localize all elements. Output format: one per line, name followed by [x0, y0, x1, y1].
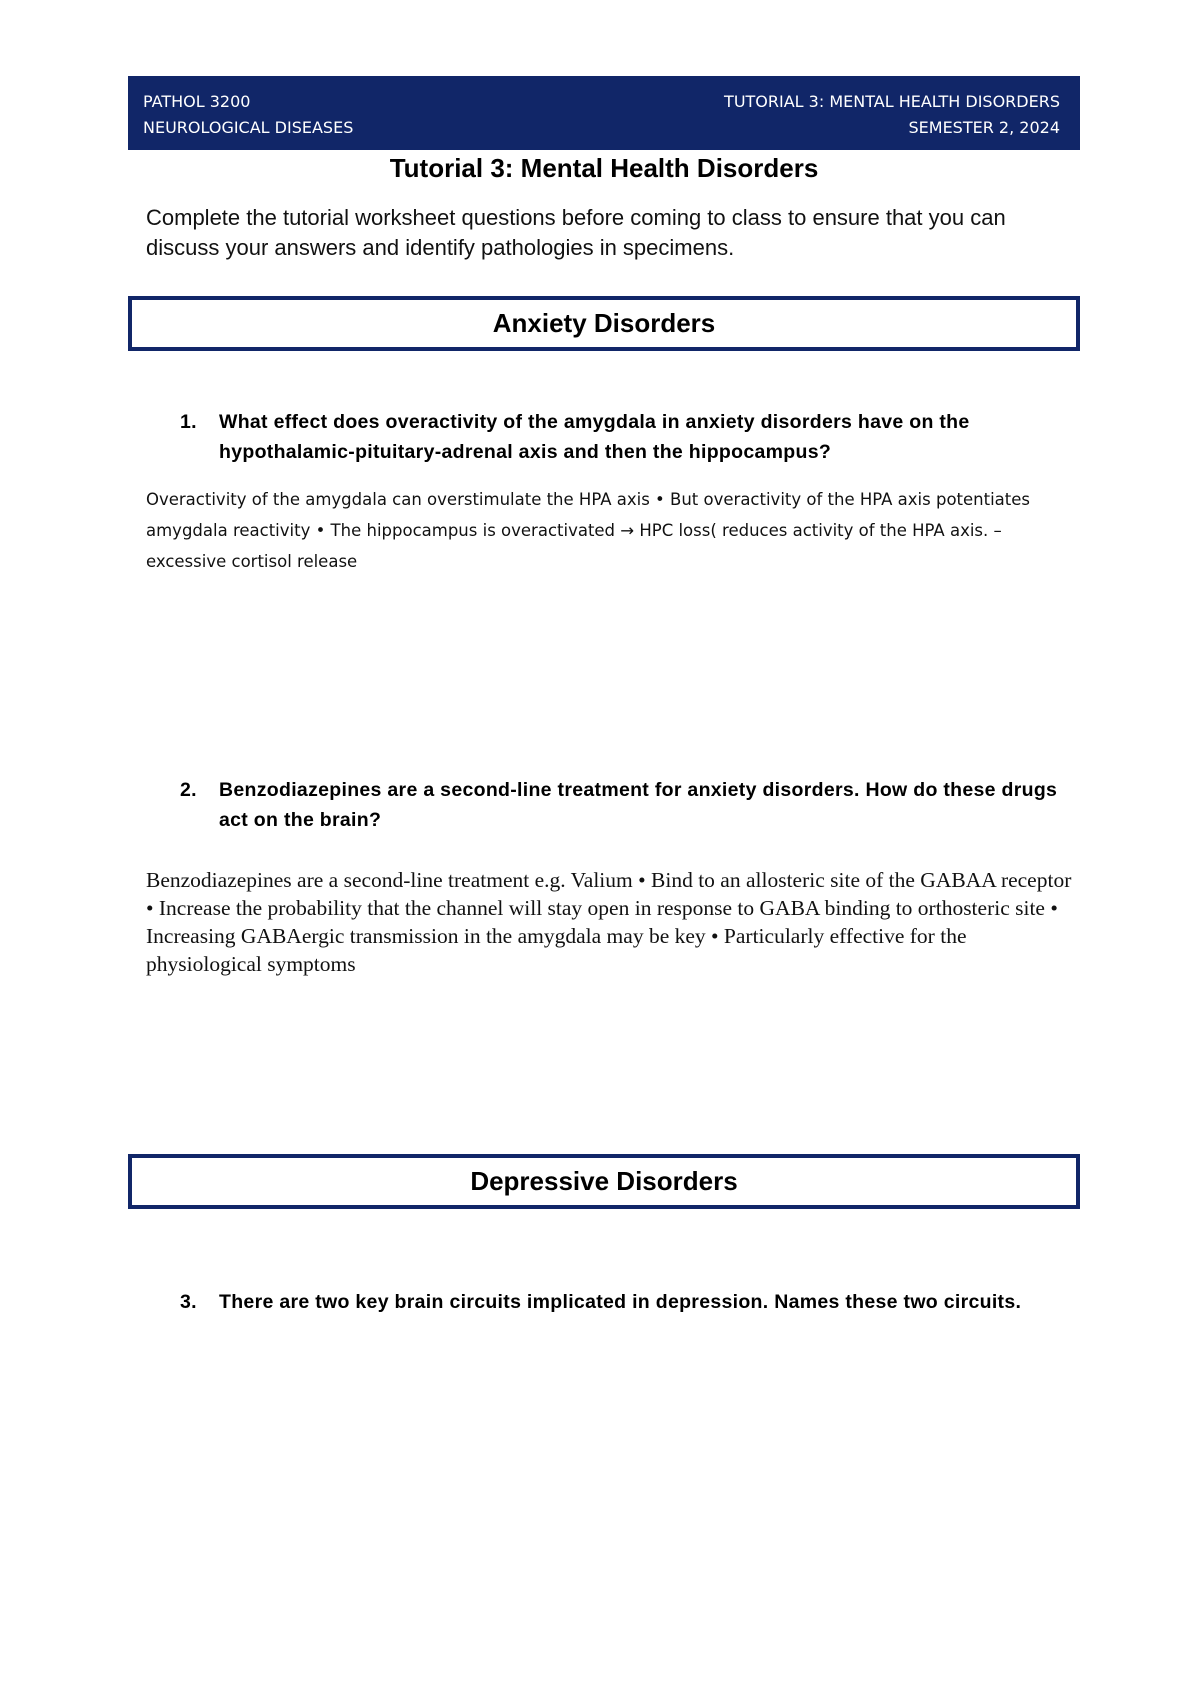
question-text: Benzodiazepines are a second-line treatment for anxiety disorders. How do these drugs act on the brain? [219, 779, 1058, 831]
question-2 [180, 775, 1060, 835]
section-heading-depressive [128, 1154, 1080, 1209]
semester-label: SEMESTER 2, 2024 [908, 118, 1060, 137]
question-number: 3. [180, 1291, 197, 1313]
question-number: 1. [180, 411, 197, 433]
section-heading-depressive-label: Depressive Disorders [470, 1166, 738, 1196]
question-3 [180, 1287, 1060, 1317]
question-1 [180, 407, 1060, 467]
course-code: PATHOL 3200 [143, 92, 251, 111]
page-title: Tutorial 3: Mental Health Disorders [389, 153, 819, 183]
question-text: What effect does overactivity of the amygdala in anxiety disorders have on the hypothalamic-pituitary-adrenal axis and then the hippocampus? [219, 411, 970, 463]
section-heading-anxiety-label: Anxiety Disorders [492, 308, 716, 338]
document-header [128, 76, 1080, 150]
answer-1: Overactivity of the amygdala can overstimulate the HPA axis • But overactivity of the HPA axis potentiates amygdala reactivity • The hippocampus is overactivated → HPC loss( reduces activity of the HPA axis. – excessive cortisol release [146, 490, 1031, 571]
tutorial-label: TUTORIAL 3: MENTAL HEALTH DISORDERS [724, 92, 1060, 111]
course-name: NEUROLOGICAL DISEASES [143, 118, 354, 137]
question-number: 2. [180, 779, 197, 801]
answer-2: Benzodiazepines are a second-line treatment e.g. Valium • Bind to an allosteric site of the GABAA receptor • Increase the probability that the channel will stay open in response to GABA binding to orthosteric site • Increasing GABAergic transmission in the amygdala may be key • Particularly effective for the physiological symptoms [146, 868, 1072, 976]
section-heading-anxiety [128, 296, 1080, 351]
question-text: There are two key brain circuits implicated in depression. Names these two circuits. [219, 1291, 1022, 1313]
intro-text: Complete the tutorial worksheet questions before coming to class to ensure that you can discuss your answers and identify pathologies in specimens. [146, 205, 1006, 260]
